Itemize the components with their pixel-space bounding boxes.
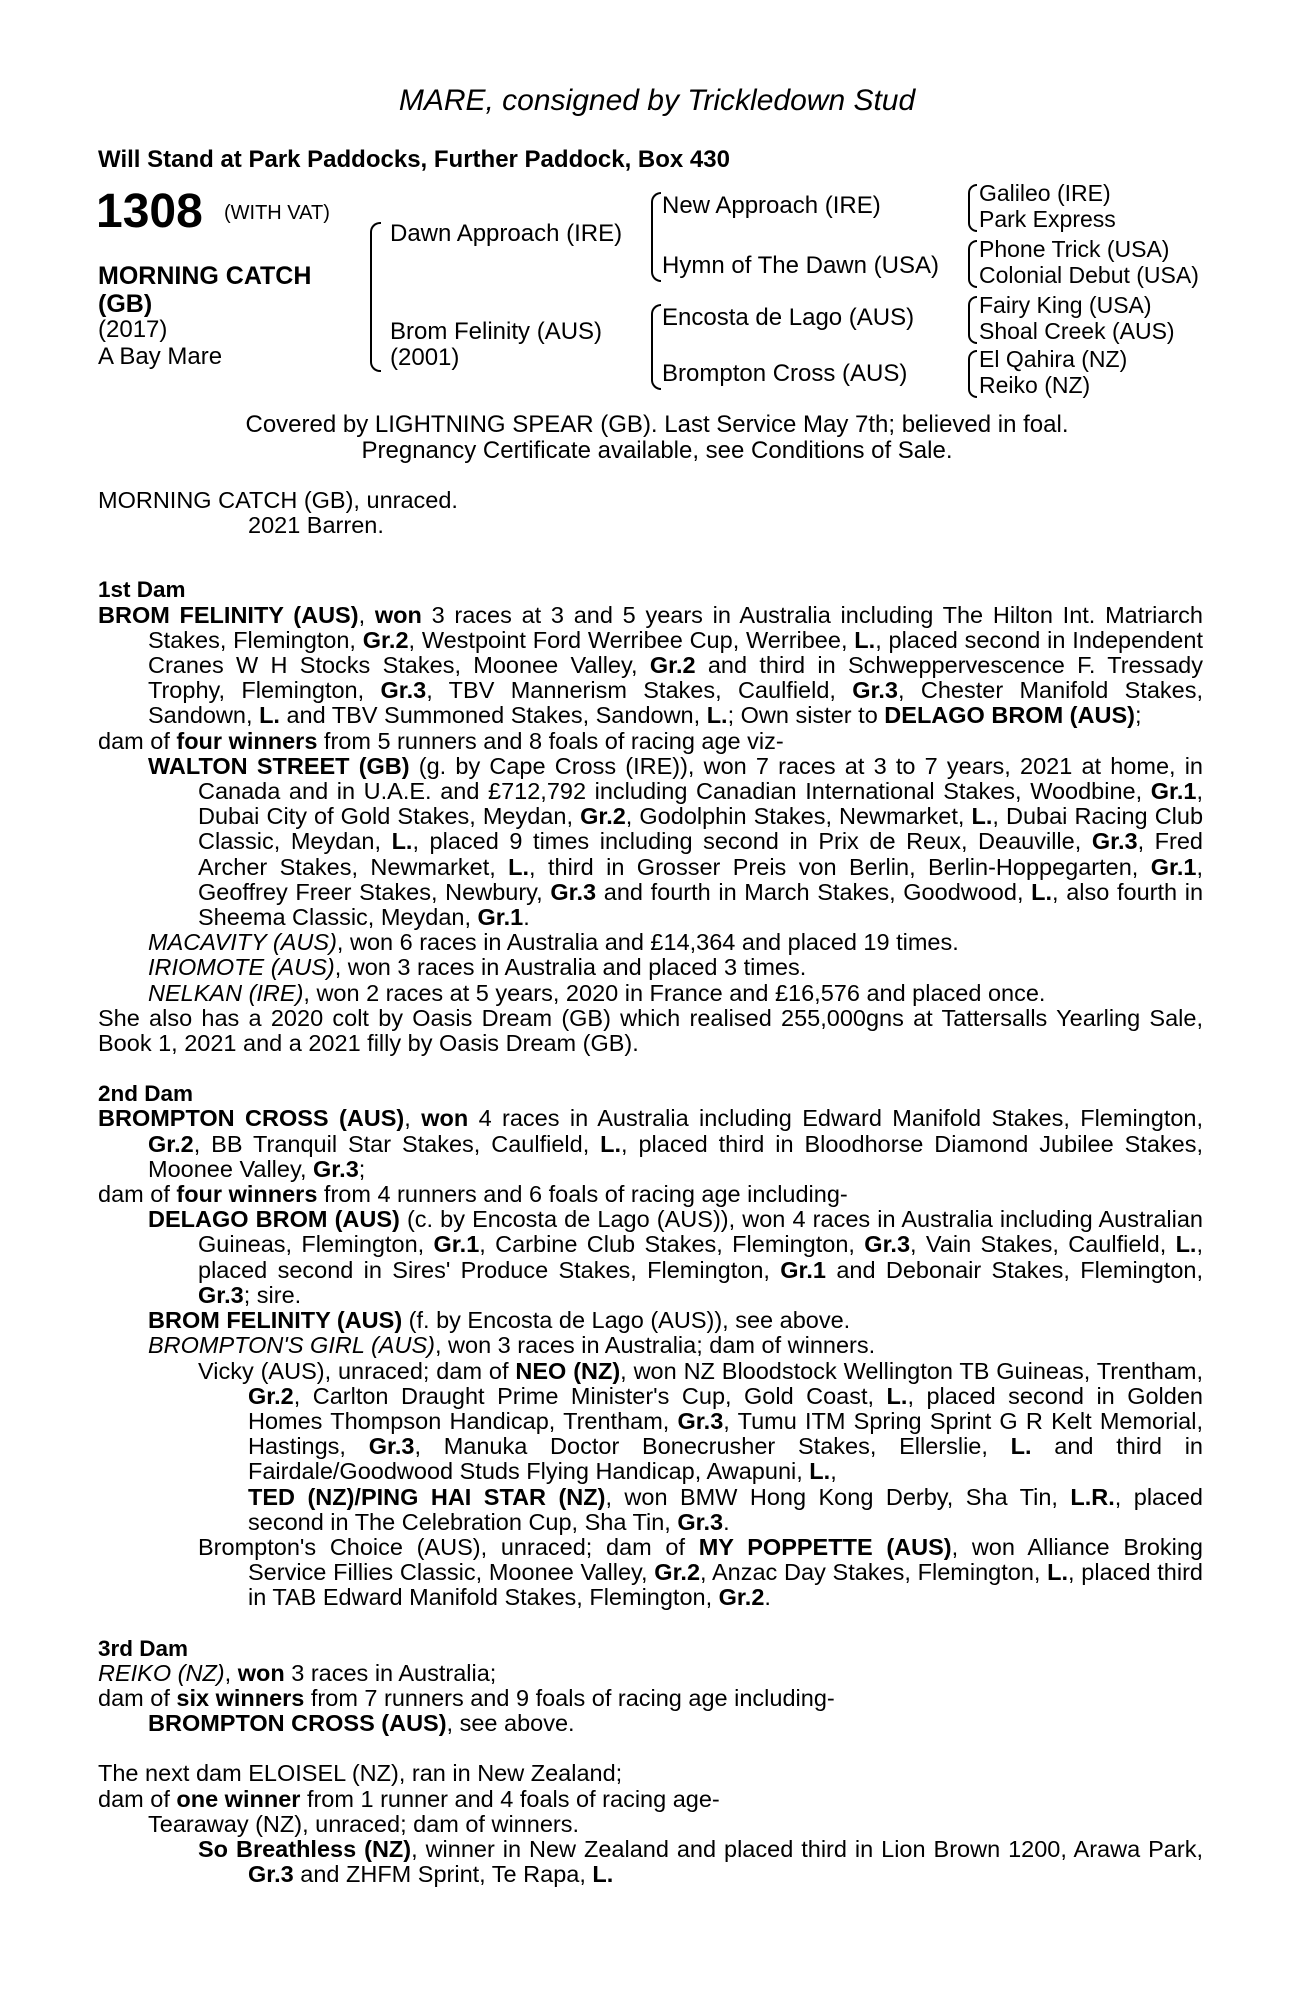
lot-number: 1308	[96, 185, 203, 238]
pedigree-g5: Fairy King (USA)	[979, 292, 1152, 318]
catalogue-body	[98, 488, 1203, 1887]
produce-bromptons-girl: BROMPTON'S GIRL (AUS), won 3 races in Australia; dam of winners.	[148, 1332, 876, 1359]
produce-tearaway: Tearaway (NZ), unraced; dam of winners.	[148, 1810, 579, 1837]
pedigree-dam-sire: Encosta de Lago (AUS)	[662, 304, 915, 331]
pedigree-sire: Dawn Approach (IRE)	[390, 220, 623, 247]
horse-description: A Bay Mare	[98, 343, 223, 370]
pedigree-dam: Brom Felinity (AUS)	[390, 318, 603, 345]
covering-line-1: Covered by LIGHTNING SPEAR (GB). Last Service May 7th; believed in foal.	[245, 411, 1069, 438]
second-dam-produce-summary: dam of four winners from 4 runners and 6 foals of racing age including-	[98, 1181, 848, 1208]
first-dam-produce-summary: dam of four winners from 5 runners and 8 foals of racing age viz-	[98, 727, 784, 754]
third-dam-heading: 3rd Dam	[98, 1635, 189, 1661]
third-dam-entry: REIKO (NZ), won 3 races in Australia;	[98, 1659, 497, 1686]
produce-iriomote: IRIOMOTE (AUS), won 3 races in Australia and placed 3 times.	[148, 954, 807, 981]
produce-delago-brom: DELAGO BROM (AUS) (c. by Encosta de Lago (AUS)), won 4 races in Australia including Australian Guineas, Flemington, Gr.1, Carbine Club Stakes, Flemington, Gr.3, Vain Stakes, Caulfield, L., placed second in Sires' Produce Stakes, Flemington, Gr.1 and Debonair Stakes, Flemington, Gr.3; sire.	[148, 1206, 1203, 1308]
next-dam-produce-summary: dam of one winner from 1 runner and 4 foals of racing age-	[98, 1785, 720, 1812]
third-dam-produce-summary: dam of six winners from 7 runners and 9 foals of racing age including-	[98, 1684, 835, 1711]
pedigree-g6: Shoal Creek (AUS)	[979, 318, 1175, 344]
produce-brompton-cross: BROMPTON CROSS (AUS), see above.	[148, 1710, 575, 1737]
produce-brom-felinity: BROM FELINITY (AUS) (f. by Encosta de Lago (AUS)), see above.	[148, 1307, 851, 1334]
produce-nelkan: NELKAN (IRE), won 2 races at 5 years, 2020 in France and £16,576 and placed once.	[148, 979, 1046, 1006]
pedigree-brace-g56	[968, 296, 977, 344]
intro-line-1: MORNING CATCH (GB), unraced.	[98, 487, 458, 513]
pedigree-sire-dam: Hymn of The Dawn (USA)	[662, 252, 939, 279]
horse-country: (GB)	[98, 290, 153, 318]
pedigree-brace-g34	[968, 240, 977, 288]
pedigree-g2: Park Express	[979, 206, 1116, 232]
first-dam-entry: BROM FELINITY (AUS), won 3 races at 3 and 5 years in Australia including The Hilton Int. Matriarch Stakes, Flemington, Gr.2, Westpoint Ford Werribee Cup, Werribee, L., placed second in Independent Cranes W H Stocks Stakes, Moonee Valley, Gr.2 and third in Schweppervescence F. Tressady Trophy, Flemington, Gr.3, TBV Mannerism Stakes, Caulfield, Gr.3, Chester Manifold Stakes, Sandown, L. and TBV Summoned Stakes, Sandown, L.; Own sister to DELAGO BROM (AUS);	[98, 601, 1204, 729]
pedigree-g3: Phone Trick (USA)	[979, 236, 1170, 262]
next-dam-entry: The next dam ELOISEL (NZ), ran in New Zealand;	[98, 1760, 623, 1787]
pedigree-g8: Reiko (NZ)	[979, 372, 1091, 398]
pedigree-g4: Colonial Debut (USA)	[979, 262, 1199, 288]
pedigree-brace-dam	[651, 304, 661, 390]
horse-name: MORNING CATCH	[98, 262, 312, 290]
pedigree-brace-main	[370, 222, 381, 372]
intro-line-2: 2021 Barren.	[248, 512, 384, 539]
pedigree-sire-sire: New Approach (IRE)	[662, 192, 881, 219]
granddam-vicky: Vicky (AUS), unraced; dam of NEO (NZ), won NZ Bloodstock Wellington TB Guineas, Trentham, Gr.2, Carlton Draught Prime Minister's Cup, Gold Coast, L., placed second in Golden Homes Thompson Handicap, Trentham, Gr.3, Tumu ITM Spring Sprint G R Kelt Memorial, Hastings, Gr.3, Manuka Doctor Bonecrusher Stakes, Ellerslie, L. and third in Fairdale/Goodwood Studs Flying Handicap, Awapuni, L., TED (NZ)/PING HAI STAR (NZ), won BMW Hong Kong Derby, Sha Tin, L.R., placed second in The Celebration Cup, Sha Tin, Gr.3.	[198, 1357, 1203, 1535]
second-dam-entry: BROMPTON CROSS (AUS), won 4 races in Australia including Edward Manifold Stakes, Flemington, Gr.2, BB Tranquil Star Stakes, Caulfield, L., placed third in Bloodhorse Diamond Jubilee Stakes, Moonee Valley, Gr.3;	[98, 1105, 1204, 1182]
pedigree-dam-year: (2001)	[390, 344, 460, 371]
pedigree-dam-dam: Brompton Cross (AUS)	[662, 360, 908, 387]
covering-note	[0, 412, 1314, 464]
pedigree-brace-sire	[651, 192, 661, 282]
granddam-bromptons-choice: Brompton's Choice (AUS), unraced; dam of MY POPPETTE (AUS), won Alliance Broking Service Fillies Classic, Moonee Valley, Gr.2, Anzac Day Stakes, Flemington, L., placed third in TAB Edward Manifold Stakes, Flemington, Gr.2.	[198, 1533, 1204, 1611]
second-dam-heading: 2nd Dam	[98, 1081, 194, 1107]
produce-so-breathless: So Breathless (NZ), winner in New Zealand and placed third in Lion Brown 1200, Arawa Park, Gr.3 and ZHFM Sprint, Te Rapa, L.	[198, 1835, 1203, 1888]
first-dam-heading: 1st Dam	[98, 577, 186, 603]
covering-line-2: Pregnancy Certificate available, see Conditions of Sale.	[361, 437, 953, 464]
vat-note: (WITH VAT)	[224, 202, 330, 224]
stand-location: Will Stand at Park Paddocks, Further Paddock, Box 430	[98, 146, 730, 173]
produce-macavity: MACAVITY (AUS), won 6 races in Australia and £14,364 and placed 19 times.	[148, 929, 959, 956]
pedigree-g7: El Qahira (NZ)	[979, 346, 1128, 372]
horse-year: (2017)	[98, 316, 168, 343]
pedigree-brace-g12	[968, 184, 977, 232]
pedigree-brace-g78	[968, 350, 977, 398]
pedigree-g1: Galileo (IRE)	[979, 180, 1111, 206]
produce-walton-street: WALTON STREET (GB) (g. by Cape Cross (IRE)), won 7 races at 3 to 7 years, 2021 at home, in Canada and in U.A.E. and £712,792 including Canadian International Stakes, Woodbine, Gr.1, Dubai City of Gold Stakes, Meydan, Gr.2, Godolphin Stakes, Newmarket, L., Dubai Racing Club Classic, Meydan, L., placed 9 times including second in Prix de Reux, Deauville, Gr.3, Fred Archer Stakes, Newmarket, L., third in Grosser Preis von Berlin, Berlin-Hoppegarten, Gr.1, Geoffrey Freer Stakes, Newbury, Gr.3 and fourth in March Stakes, Goodwood, L., also fourth in Sheema Classic, Meydan, Gr.1.	[148, 752, 1204, 931]
first-dam-also-note: She also has a 2020 colt by Oasis Dream (GB) which realised 255,000gns at Tattersalls Yearling Sale, Book 1, 2021 and a 2021 filly by Oasis Dream (GB).	[98, 1004, 1203, 1057]
consignor-title: MARE, consigned by Trickledown Stud	[398, 84, 916, 117]
